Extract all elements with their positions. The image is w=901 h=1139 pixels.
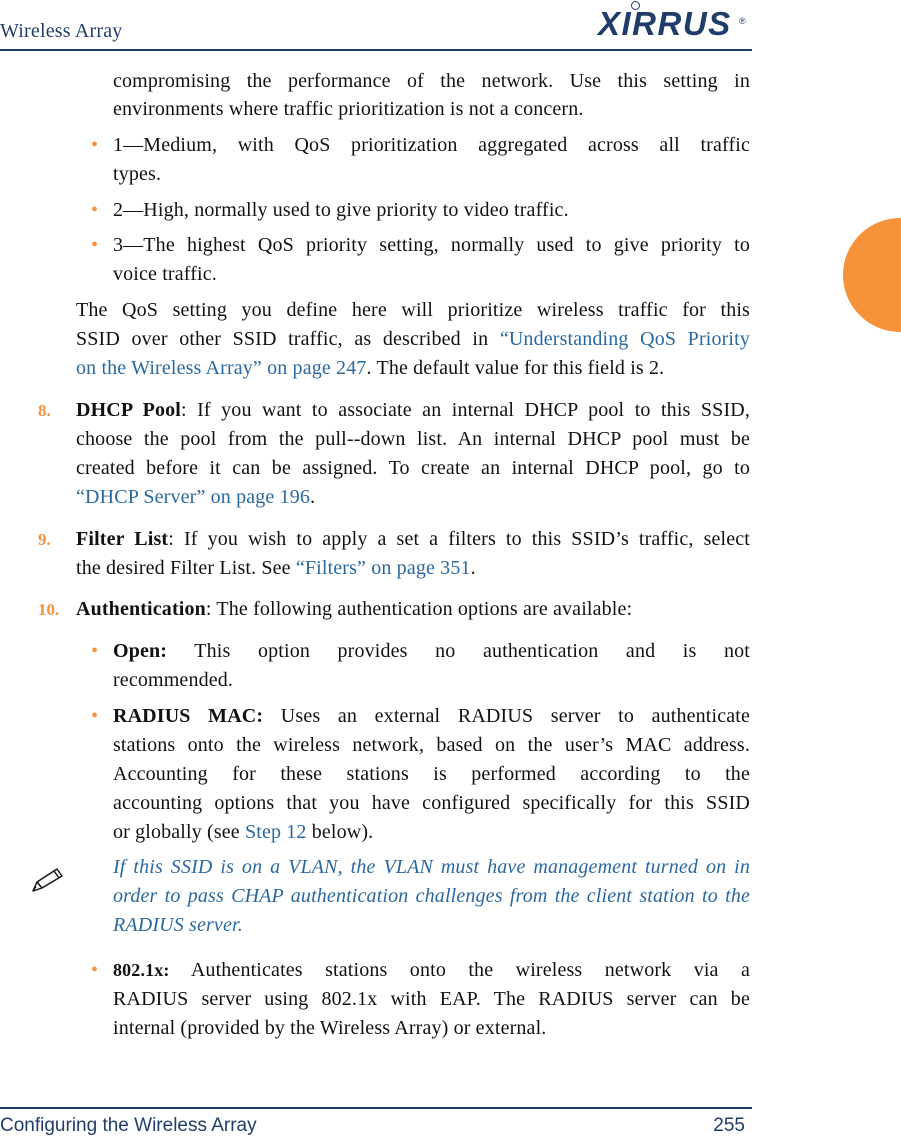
dhcp-pool-line-3: created before it can be assigned. To create an internal DHCP pool, go to bbox=[76, 457, 750, 479]
qos-level-3-line-1: 3—The highest QoS priority setting, normally used to give priority to bbox=[113, 234, 750, 256]
qos-level-1-line-2: types. bbox=[113, 163, 162, 185]
note-pencil-icon bbox=[29, 866, 65, 894]
qos-level-1-line-1: 1—Medium, with QoS prioritization aggregated across all traffic bbox=[113, 134, 750, 156]
auth-dot1x-text: Authenticates stations onto the wireless network via a bbox=[169, 959, 750, 981]
step-number-8: 8. bbox=[38, 401, 51, 420]
dhcp-pool-line-4 bbox=[76, 483, 750, 512]
qos-summary-line-2 bbox=[76, 325, 750, 354]
logo-ring-icon bbox=[631, 1, 640, 10]
bullet-icon: • bbox=[91, 640, 99, 662]
auth-dot1x-line-2: RADIUS server using 802.1x with EAP. The RADIUS server can be bbox=[113, 988, 750, 1010]
auth-open-line-2: recommended. bbox=[113, 669, 234, 691]
auth-radius-mac-line-4: accounting options that you have configured specifically for this SSID bbox=[113, 792, 750, 814]
auth-radius-mac-line-5 bbox=[113, 818, 750, 847]
dhcp-pool-line-1 bbox=[76, 396, 750, 425]
qos-summary-line-3 bbox=[76, 354, 750, 383]
bullet-icon: • bbox=[91, 234, 99, 256]
orange-tab-circle bbox=[843, 218, 901, 332]
dhcp-server-link[interactable]: “DHCP Server” on page 196 bbox=[76, 486, 311, 508]
authentication-text: : The following authentication options are available: bbox=[205, 598, 633, 620]
dhcp-pool-label: DHCP Pool bbox=[76, 399, 181, 421]
xirrus-logo bbox=[598, 6, 748, 46]
auth-radius-mac-text: Uses an external RADIUS server to authenticate bbox=[263, 705, 750, 727]
auth-radius-mac-end: below). bbox=[306, 821, 374, 843]
qos-summary-line-1: The QoS setting you define here will prioritize wireless traffic for this bbox=[76, 299, 750, 321]
bullet-icon: • bbox=[91, 134, 99, 156]
filter-list-line-1 bbox=[76, 525, 750, 554]
step-12-link[interactable]: Step 12 bbox=[244, 821, 307, 843]
logo-wordmark: XIRRUS bbox=[598, 5, 732, 42]
step-number-9: 9. bbox=[38, 530, 51, 549]
filter-list-label: Filter List bbox=[76, 528, 169, 550]
filter-list-end: . bbox=[470, 557, 476, 579]
page-number: 255 bbox=[713, 1115, 745, 1136]
orange-tab-marker bbox=[843, 218, 901, 332]
qos-summary-default-text: . The default value for this field is 2. bbox=[366, 357, 665, 379]
footer-section-title: Configuring the Wireless Array bbox=[0, 1115, 257, 1136]
bullet-icon: • bbox=[91, 199, 99, 221]
auth-open-label: Open: bbox=[113, 640, 168, 662]
filter-list-see-text: the desired Filter List. See bbox=[76, 557, 296, 579]
auth-radius-mac-line-1 bbox=[113, 702, 750, 731]
authentication-label: Authentication bbox=[76, 598, 206, 620]
filters-link[interactable]: “Filters” on page 351 bbox=[295, 557, 471, 579]
vlan-note-line-1: If this SSID is on a VLAN, the VLAN must have management turned on in bbox=[113, 856, 750, 878]
filter-list-line-2 bbox=[76, 554, 750, 583]
vlan-note-line-2: order to pass CHAP authentication challenges from the client station to the bbox=[113, 885, 750, 907]
running-header-title: Wireless Array bbox=[0, 20, 123, 42]
dhcp-pool-end: . bbox=[310, 486, 316, 508]
qos-summary-text: SSID over other SSID traffic, as described in bbox=[76, 328, 500, 350]
qos-level-3-line-2: voice traffic. bbox=[113, 263, 217, 285]
vlan-note-line-3: RADIUS server. bbox=[113, 914, 243, 936]
auth-dot1x-line-3: internal (provided by the Wireless Array) or external. bbox=[113, 1017, 547, 1039]
dhcp-pool-line-2: choose the pool from the pull--down list. An internal DHCP pool must be bbox=[76, 428, 750, 450]
auth-radius-mac-see-text: or globally (see bbox=[113, 821, 245, 843]
footer-divider bbox=[0, 1107, 752, 1109]
header-divider bbox=[0, 49, 752, 51]
auth-dot1x-line-1 bbox=[113, 956, 750, 985]
qos-intro-line-1: compromising the performance of the network. Use this setting in bbox=[113, 70, 750, 92]
auth-dot1x-label: 802.1x: bbox=[113, 960, 170, 980]
logo-registered-mark: ® bbox=[739, 16, 746, 26]
step-number-10: 10. bbox=[38, 600, 60, 619]
bullet-icon: • bbox=[91, 705, 99, 727]
authentication-line-1 bbox=[76, 595, 750, 624]
qos-priority-link-part-2[interactable]: on the Wireless Array” on page 247 bbox=[76, 357, 367, 379]
qos-level-2-line-1: 2—High, normally used to give priority to video traffic. bbox=[113, 199, 569, 221]
qos-intro-line-2: environments where traffic prioritization is not a concern. bbox=[113, 98, 584, 120]
auth-radius-mac-line-3: Accounting for these stations is performed according to the bbox=[113, 763, 750, 785]
dhcp-pool-text: : If you want to associate an internal DHCP pool to this SSID, bbox=[180, 399, 750, 421]
auth-radius-mac-line-2: stations onto the wireless network, based on the user’s MAC address. bbox=[113, 734, 750, 756]
auth-open-line-1 bbox=[113, 637, 750, 666]
auth-radius-mac-label: RADIUS MAC: bbox=[113, 705, 264, 727]
filter-list-text: : If you wish to apply a set a filters to this SSID’s traffic, select bbox=[168, 528, 750, 550]
qos-priority-link-part-1[interactable]: “Understanding QoS Priority bbox=[499, 328, 750, 350]
bullet-icon: • bbox=[91, 959, 99, 981]
auth-open-text: This option provides no authentication and is not bbox=[167, 640, 750, 662]
